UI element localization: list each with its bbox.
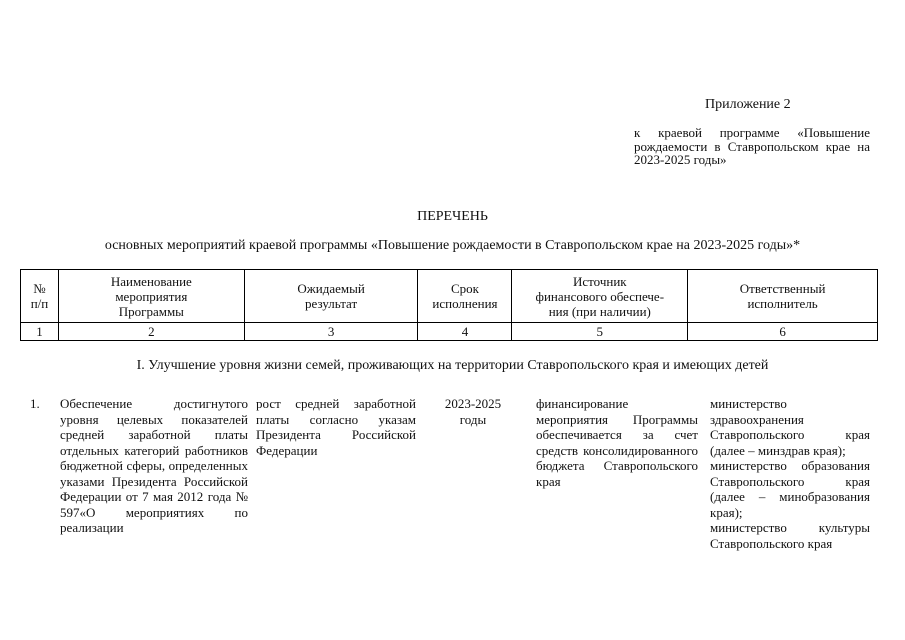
column-number-5: 5 xyxy=(512,323,688,341)
measures-table-header xyxy=(20,269,878,341)
header-cell-number: № п/п xyxy=(21,270,59,323)
execution-term: 2023-2025 годы xyxy=(444,396,502,427)
row-number: 1. xyxy=(30,396,40,411)
appendix-subtitle: к краевой программе «Повышение рождаемости в Ставропольском крае на 2023-2025 годы» xyxy=(634,125,870,167)
responsible-item: министерство образования Ставропольского края (далее – минобразования края); xyxy=(710,458,870,520)
responsible-item: министерство культуры Ставропольского края xyxy=(710,520,870,551)
header-cell-term: Срок исполнения xyxy=(418,270,512,323)
responsible-executor xyxy=(710,396,870,551)
column-number-2: 2 xyxy=(58,323,244,341)
column-number-1: 1 xyxy=(21,323,59,341)
responsible-item: министерство здравоохранения Ставропольского края (далее – минздрав края); xyxy=(710,396,870,458)
header-cell-name: Наименование мероприятия Программы xyxy=(58,270,244,323)
funding-source: финансирование мероприятия Программы обеспечивается за счет средств консолидированного бюджета Ставропольского края xyxy=(536,396,698,489)
column-number-3: 3 xyxy=(244,323,418,341)
column-number-4: 4 xyxy=(418,323,512,341)
expected-result: рост средней заработной платы согласно указам Президента Российской Федерации xyxy=(256,396,416,458)
document-title: ПЕРЕЧЕНЬ xyxy=(417,209,488,224)
appendix-label: Приложение 2 xyxy=(705,97,791,112)
header-cell-source: Источник финансового обеспече- ния (при наличии) xyxy=(512,270,688,323)
measure-name: Обеспечение достигнутого уровня целевых показателей средней заработной платы отдельных категорий работников бюджетной сферы, определенных указами Президента Российской Федерации от 7 мая 2012 года № 597«О мероприятиях по реализации xyxy=(60,396,248,535)
document-subtitle: основных мероприятий краевой программы «Повышение рождаемости в Ставропольском крае на 2023-2025 годы»* xyxy=(104,238,801,253)
header-cell-responsible: Ответственный исполнитель xyxy=(688,270,878,323)
column-number-6: 6 xyxy=(688,323,878,341)
section-title: I. Улучшение уровня жизни семей, проживающих на территории Ставропольского края и имеющих детей xyxy=(136,358,769,373)
header-cell-result: Ожидаемый результат xyxy=(244,270,418,323)
